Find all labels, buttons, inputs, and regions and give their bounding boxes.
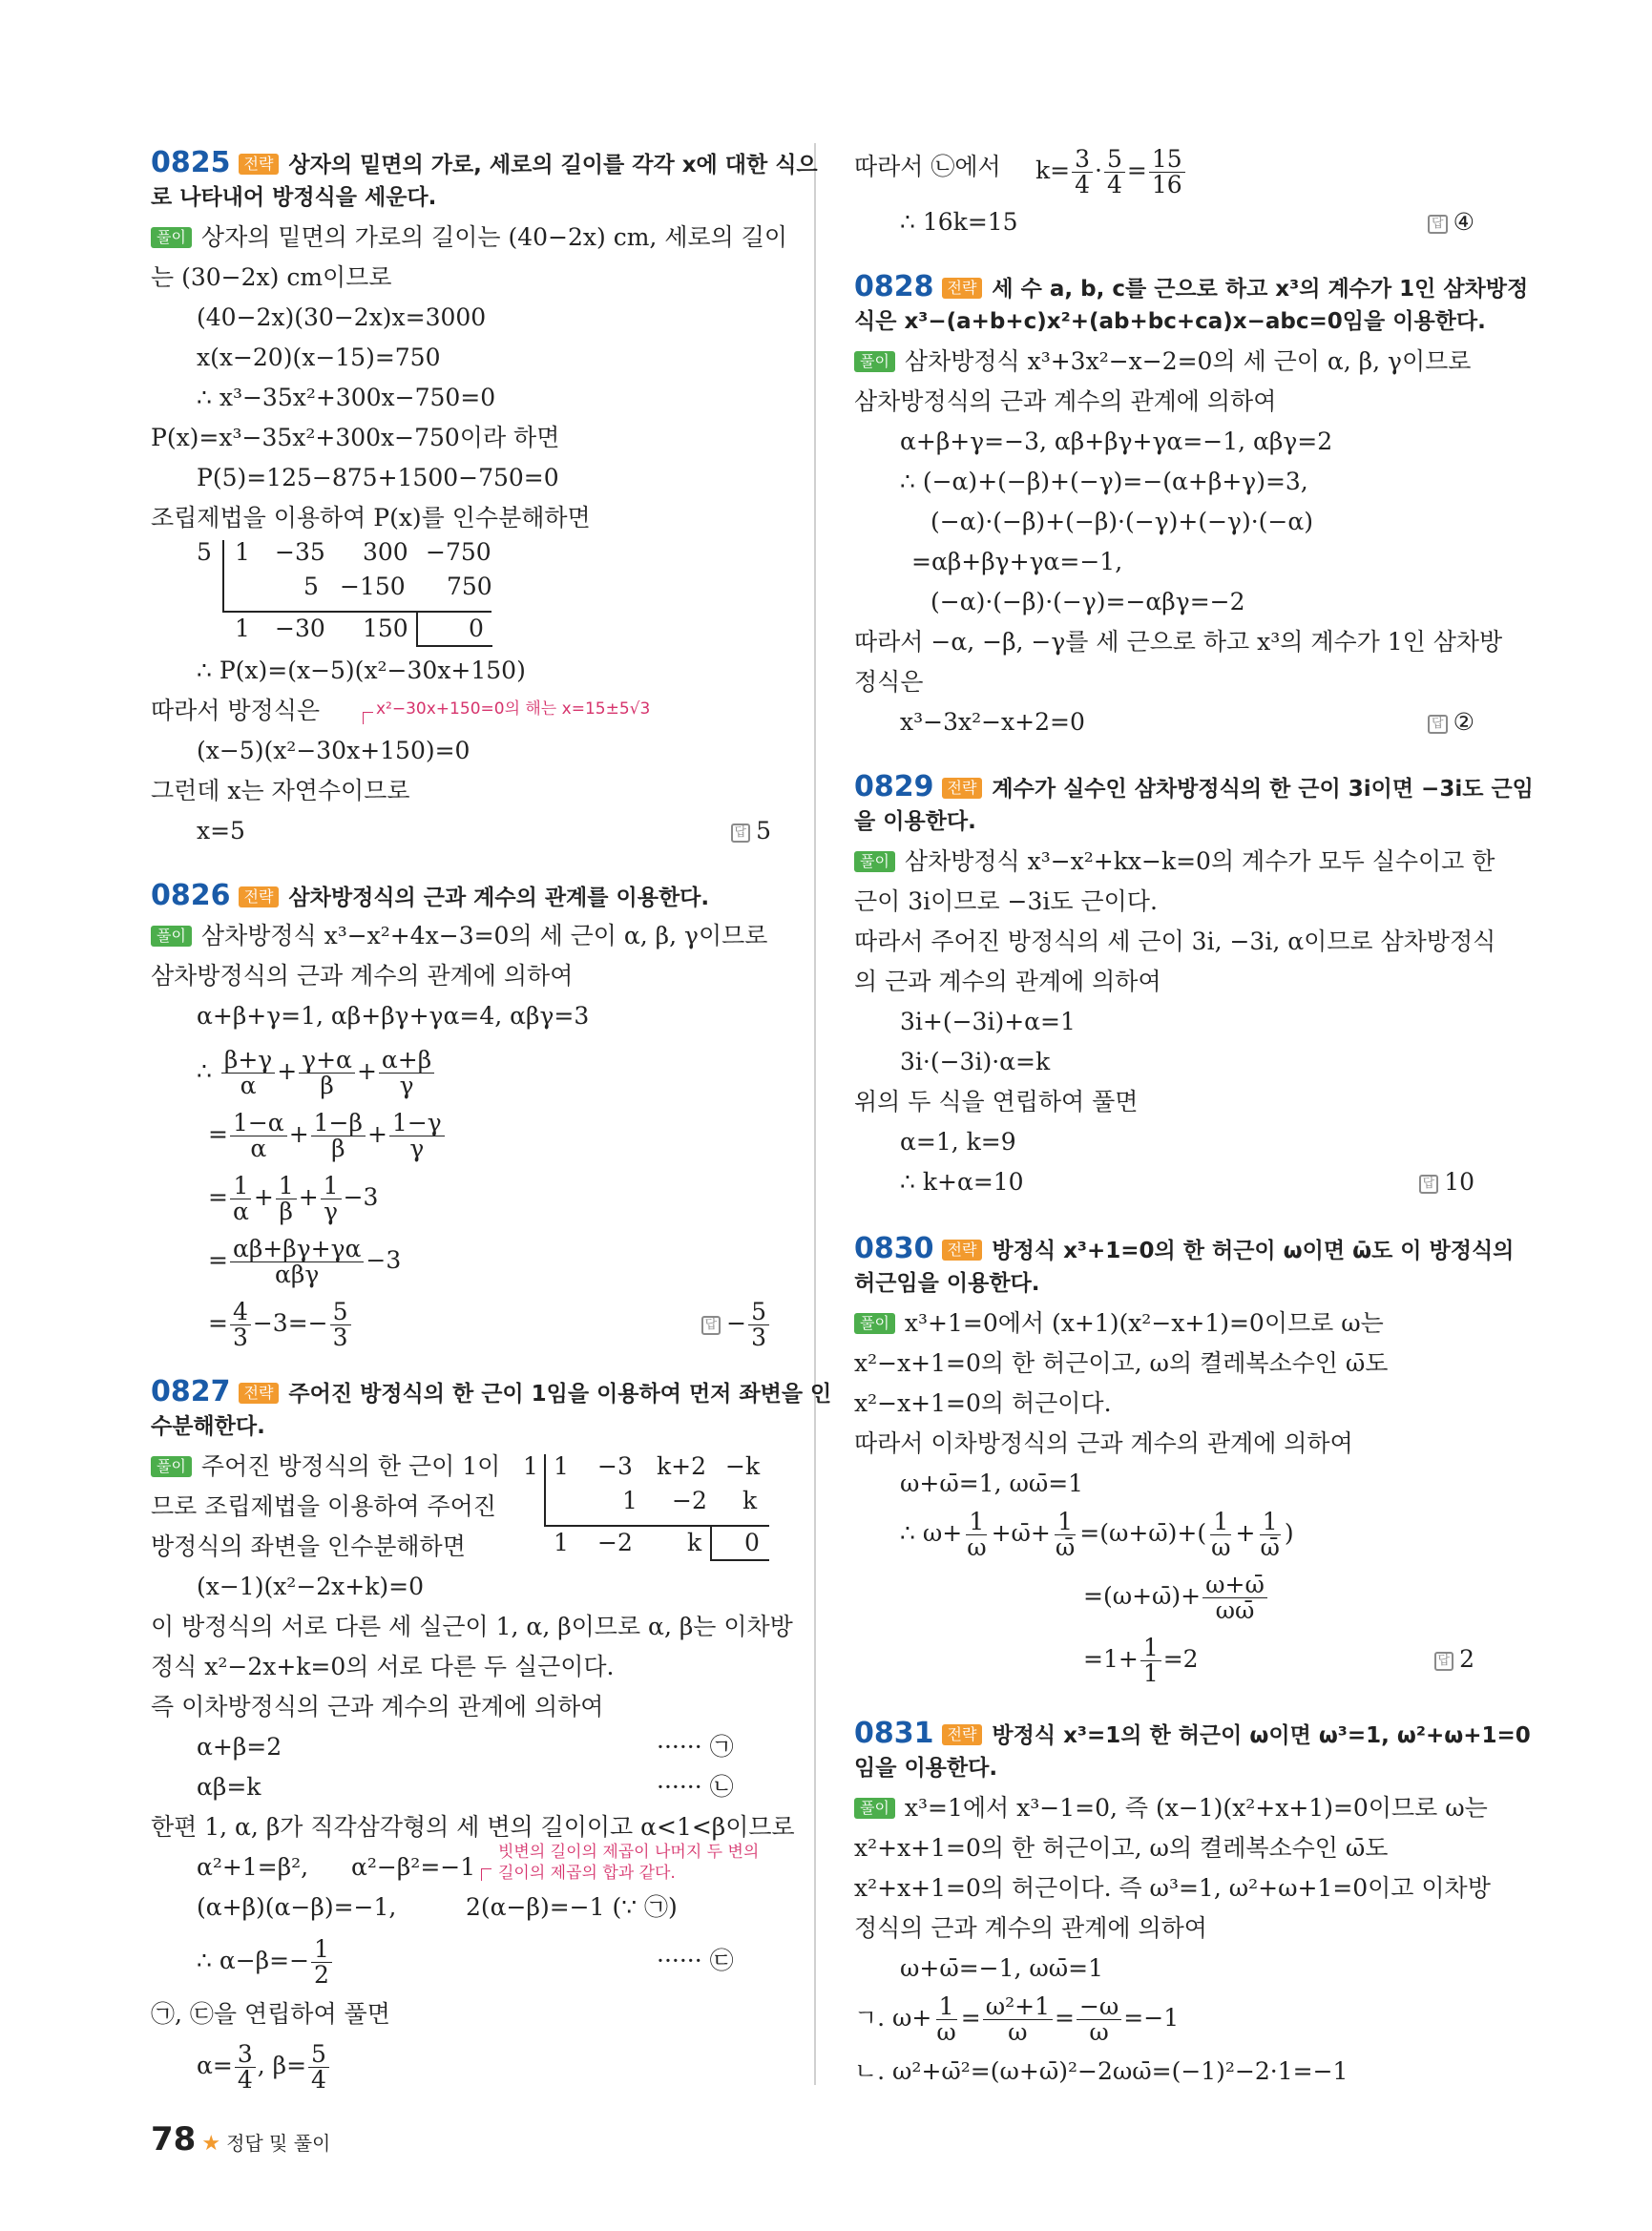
- solution-line: 풀이 삼차방정식 x³+3x²−x−2=0의 세 근이 α, β, γ이므로: [854, 345, 1471, 378]
- equation: α=1, k=9: [900, 1128, 1016, 1156]
- note-bracket: [481, 1868, 491, 1881]
- sd-cell: 1: [235, 615, 250, 642]
- sd-cell: 5: [303, 573, 319, 600]
- fraction: $\frac{1}{\beta}$: [276, 1174, 297, 1224]
- sd-cell: 300: [363, 538, 408, 566]
- fraction: $\frac{1}{\omega}$: [1211, 1508, 1231, 1561]
- sd-hline: [544, 1525, 769, 1527]
- solution-line: 그런데 x는 자연수이므로: [151, 777, 410, 804]
- fraction-line: ∴ α−β=− $\frac{1}{2}$: [197, 1933, 334, 1989]
- sd-remainder-box: [710, 1559, 769, 1561]
- fraction: $\frac{\omega+\omegā}{\omega\omegā}$: [1202, 1573, 1267, 1623]
- solution-line: 한편 1, α, β가 직각삼각형의 세 변의 길이이고 α<1<β이므로: [151, 1813, 795, 1841]
- strategy-text: 허근임을 이용한다.: [854, 1271, 1040, 1296]
- solution-tag: 풀이: [854, 851, 895, 872]
- strategy-text: 상자의 밑면의 가로, 세로의 길이를 각각 x에 대한 식으: [288, 153, 818, 177]
- problem-number: 0826: [151, 879, 231, 912]
- equation: ∴ (−α)+(−β)+(−γ)=−(α+β+γ)=3,: [900, 468, 1308, 495]
- solution-line: 위의 두 식을 연립하여 풀면: [854, 1088, 1139, 1116]
- star-icon: ★: [201, 2132, 221, 2156]
- solution-line: 근이 3i이므로 −3i도 근이다.: [854, 887, 1158, 915]
- sd-cell: 1: [554, 1529, 569, 1556]
- strategy-text: 삼차방정식의 근과 계수의 관계를 이용한다.: [288, 886, 710, 910]
- equation: ∴ k+α=10: [900, 1168, 1024, 1196]
- strategy-text: 로 나타내어 방정식을 세운다.: [151, 185, 437, 210]
- solution-line: 정식 x²−2x+k=0의 서로 다른 두 실근이다.: [151, 1653, 615, 1680]
- answer: 답 10: [1419, 1166, 1474, 1199]
- solution-line: 풀이 삼차방정식 x³−x²+4x−3=0의 세 근이 α, β, γ이므로: [151, 920, 767, 952]
- sd-root: 5: [197, 538, 212, 566]
- fraction: $\frac{1}{1}$: [1140, 1636, 1161, 1686]
- fraction: $\frac{5}{4}$: [1104, 147, 1125, 198]
- strategy-tag: 전략: [942, 278, 983, 299]
- solution-line: 따라서 주어진 방정식의 세 근이 3i, −3i, α이므로 삼차방정식: [854, 928, 1496, 955]
- sd-cell: 150: [363, 615, 408, 642]
- sd-cell: −35: [275, 538, 325, 566]
- equation: (−α)·(−β)·(−γ)=−αβγ=−2: [931, 588, 1245, 615]
- strategy-tag: 전략: [239, 154, 280, 175]
- problem-0827-header: [151, 1376, 831, 1410]
- sd-cell: −30: [275, 615, 325, 642]
- solution-tag: 풀이: [854, 1798, 895, 1819]
- answer: 답 ④: [1428, 206, 1474, 239]
- problem-number: 0829: [854, 770, 934, 803]
- solution-line: ㄴ. ω²+ω̄²=(ω+ω̄)²−2ωω̄=(−1)²−2·1=−1: [854, 2057, 1349, 2085]
- fraction-line: α= $\frac{3}{4}$ , β= $\frac{5}{4}$: [197, 2038, 331, 2094]
- sd-hline: [222, 611, 491, 613]
- fraction: $\frac{-\omega}{\omega}$: [1077, 1994, 1121, 2045]
- equation: α²−β²=−1: [351, 1853, 476, 1881]
- equation: αβ=k: [197, 1773, 261, 1801]
- solution-line: 의 근과 계수의 관계에 의하여: [854, 968, 1161, 995]
- fraction: $\frac{\text{ω²+1}}{\omega}$: [983, 1994, 1053, 2045]
- equation-marker: ······ ㉠: [657, 1733, 734, 1761]
- equation-marker: ······ ㉢: [657, 1947, 734, 1974]
- equation: x(x−20)(x−15)=750: [197, 344, 441, 371]
- solution-line: 방정식의 좌변을 인수분해하면: [151, 1533, 466, 1560]
- answer-icon: 답: [1434, 1652, 1454, 1671]
- solution-line: ㉠, ㉢을 연립하여 풀면: [151, 2000, 390, 2028]
- side-note: 길이의 제곱의 합과 같다.: [498, 1864, 676, 1883]
- solution-tag: 풀이: [854, 1313, 895, 1334]
- sd-cell: k+2: [657, 1452, 707, 1480]
- solution-line: 따라서 ㉡에서: [854, 153, 1001, 180]
- solution-line: 삼차방정식의 근과 계수의 관계에 의하여: [854, 387, 1277, 415]
- fraction-line: = $\frac{1}{\alpha}$ + $\frac{1}{\beta}$ + $\frac{1}{\gamma}$ −3: [208, 1172, 379, 1225]
- solution-line: 정식은: [854, 668, 924, 696]
- answer-icon: 답: [1428, 715, 1448, 734]
- fraction-line: = $\frac{1-\alpha}{\alpha}$ + $\frac{1-\beta}{\beta}$ + $\frac{1-\gamma}{\gamma}$: [208, 1107, 447, 1162]
- fraction: $\frac{1}{\alpha}$: [230, 1174, 252, 1224]
- sd-cell: k: [742, 1487, 758, 1514]
- fraction: $\frac{1}{\gamma}$: [321, 1174, 342, 1224]
- equation: ω+ω̄=−1, ωω̄=1: [900, 1954, 1104, 1982]
- problem-number: 0831: [854, 1717, 934, 1750]
- solution-line: 즉 이차방정식의 근과 계수의 관계에 의하여: [151, 1693, 604, 1720]
- sd-remainder-box: [416, 645, 492, 647]
- strategy-tag: 전략: [942, 1240, 983, 1261]
- solution-line: 풀이 x³=1에서 x³−1=0, 즉 (x−1)(x²+x+1)=0이므로 ω는: [854, 1792, 1488, 1824]
- fraction: $\frac{15}{16}$: [1149, 147, 1185, 198]
- fraction: $\frac{1-\beta}{\beta}$: [311, 1111, 366, 1161]
- strategy-tag: 전략: [239, 1383, 280, 1404]
- fraction-line: ∴ $\frac{\beta+\gamma}{\alpha}$ + $\frac{\gamma+\alpha}{\beta}$ + $\frac{\alpha+\beta}{\gamma}$: [197, 1044, 436, 1099]
- fraction: $\frac{5}{3}$: [330, 1300, 351, 1350]
- sd-cell: 1: [235, 538, 250, 566]
- equation-marker: ······ ㉡: [657, 1773, 734, 1801]
- equation: ∴ 16k=15: [900, 208, 1018, 236]
- fraction: $\frac{1}{\omega}$: [967, 1508, 987, 1561]
- problem-0826-header: [151, 880, 709, 914]
- equation: α+β+γ=1, αβ+βγ+γα=4, αβγ=3: [197, 1002, 590, 1030]
- fraction-line: k= $\frac{3}{4}$ · $\frac{5}{4}$ = $\frac{15}{16}$: [1035, 143, 1187, 198]
- solution-line: P(x)=x³−35x²+300x−750이라 하면: [151, 424, 560, 451]
- equation: α+β+γ=−3, αβ+βγ+γα=−1, αβγ=2: [900, 427, 1333, 455]
- strategy-text: 임을 이용한다.: [854, 1756, 998, 1781]
- side-note: x²−30x+150=0의 해는 x=15±5√3: [376, 699, 651, 719]
- solution-line: 따라서 방정식은: [151, 697, 320, 724]
- side-note: 빗변의 길이의 제곱이 나머지 두 변의: [498, 1843, 760, 1862]
- solution-line: x²+x+1=0의 한 허근이고, ω의 켤레복소수인 ω̄도: [854, 1834, 1389, 1862]
- page-footer: [151, 2120, 330, 2158]
- answer-icon: 답: [701, 1316, 721, 1335]
- sd-cell: 750: [447, 573, 492, 600]
- problem-0825-header: [151, 147, 818, 181]
- equation: α²+1=β²,: [197, 1853, 309, 1881]
- sd-cell: −2: [672, 1487, 707, 1514]
- solution-tag: 풀이: [151, 1456, 192, 1477]
- footer-label: 정답 및 풀이: [226, 2132, 331, 2155]
- equation: (α+β)(α−β)=−1,: [197, 1893, 397, 1921]
- fraction: $\frac{1}{\omega}$: [936, 1992, 956, 2046]
- synthetic-division: [151, 536, 533, 651]
- solution-line: 따라서 이차방정식의 근과 계수의 관계에 의하여: [854, 1429, 1353, 1457]
- solution-tag: 풀이: [151, 926, 192, 947]
- fraction: $\frac{1}{2}$: [311, 1937, 332, 1988]
- equation: x³−3x²−x+2=0: [900, 708, 1085, 736]
- fraction: $\frac{1-\gamma}{\gamma}$: [389, 1111, 445, 1161]
- solution-line: 풀이 상자의 밑면의 가로의 길이는 (40−2x) cm, 세로의 길이: [151, 221, 787, 254]
- strategy-text: 방정식 x³=1의 한 허근이 ω이면 ω³=1, ω²+ω+1=0: [992, 1723, 1531, 1748]
- solution-line: 풀이 삼차방정식 x³−x²+kx−k=0의 계수가 모두 실수이고 한: [854, 845, 1495, 878]
- answer: 답 ②: [1428, 706, 1474, 739]
- sd-cell: k: [687, 1529, 702, 1556]
- answer: 답 2: [1434, 1632, 1474, 1687]
- strategy-text: 계수가 실수인 삼차방정식의 한 근이 3i이면 −3i도 근임: [992, 777, 1534, 802]
- strategy-text: 세 수 a, b, c를 근으로 하고 x³의 계수가 1인 삼차방정: [992, 277, 1529, 302]
- equation: =αβ+βγ+γα=−1,: [911, 548, 1123, 575]
- sd-cell: −3: [597, 1452, 633, 1480]
- fraction: $\frac{\beta+\gamma}{\alpha}$: [221, 1048, 275, 1098]
- fraction: $\frac{\alpha\beta+\beta\gamma+\gamma\alpha}{\text{αβγ}}$: [230, 1237, 364, 1287]
- solution-line: 풀이 주어진 방정식의 한 근이 1이: [151, 1450, 500, 1483]
- solution-tag: 풀이: [151, 227, 192, 248]
- solution-line: 는 (30−2x) cm이므로: [151, 263, 392, 291]
- fraction-line: =1+ $\frac{1}{1}$ =2: [1083, 1634, 1199, 1687]
- answer-icon: 답: [1428, 215, 1448, 234]
- equation: 3i+(−3i)+α=1: [900, 1008, 1076, 1035]
- solution-line: 풀이 x³+1=0에서 (x+1)(x²−x+1)=0이므로 ω는: [854, 1307, 1384, 1340]
- page-number: 78: [151, 2120, 197, 2158]
- equation: (−α)·(−β)+(−β)·(−γ)+(−γ)·(−α): [931, 508, 1314, 535]
- strategy-text: 을 이용한다.: [854, 809, 976, 834]
- equation: P(5)=125−875+1500−750=0: [197, 464, 559, 491]
- problem-0828-header: [854, 271, 1528, 305]
- solution-line: 따라서 −α, −β, −γ를 세 근으로 하고 x³의 계수가 1인 삼차방: [854, 628, 1503, 656]
- sd-cell: −k: [725, 1452, 761, 1480]
- answer: 답 − $\frac{5}{3}$: [701, 1296, 771, 1351]
- solution-tag: 풀이: [854, 351, 895, 372]
- fraction-line: = $\frac{4}{3}$ −3=− $\frac{5}{3}$: [208, 1296, 353, 1351]
- sd-root: 1: [523, 1452, 538, 1480]
- equation: (x−5)(x²−30x+150)=0: [197, 737, 471, 764]
- fraction: $\frac{\alpha+\beta}{\gamma}$: [379, 1048, 434, 1098]
- equation: x=5: [197, 817, 245, 844]
- sd-cell: −2: [597, 1529, 633, 1556]
- solution-line: x²−x+1=0의 한 허근이고, ω의 켤레복소수인 ω̄도: [854, 1349, 1389, 1377]
- equation: ω+ω̄=1, ωω̄=1: [900, 1470, 1084, 1497]
- solution-line: 이 방정식의 서로 다른 세 실근이 1, α, β이므로 α, β는 이차방: [151, 1613, 793, 1640]
- fraction-line: =(ω+ω̄)+ $\frac{\omega+\omegā}{\omega\omegā}$: [1083, 1569, 1269, 1624]
- synthetic-division: [523, 1450, 771, 1565]
- problem-number: 0828: [854, 270, 934, 303]
- problem-0829-header: [854, 771, 1534, 805]
- strategy-text: 수분해한다.: [151, 1414, 265, 1439]
- problem-number: 0825: [151, 146, 231, 179]
- solution-line: 므로 조립제법을 이용하여 주어진: [151, 1492, 496, 1520]
- strategy-tag: 전략: [239, 886, 280, 907]
- problem-number: 0830: [854, 1232, 934, 1265]
- solution-line: x²+x+1=0의 허근이다. 즉 ω³=1, ω²+ω+1=0이고 이차방: [854, 1874, 1491, 1902]
- column-divider: [814, 143, 816, 2085]
- equation: 2(α−β)=−1 (∵ ㉠): [466, 1893, 678, 1921]
- sd-remainder-box: [710, 1525, 712, 1559]
- strategy-text: 식은 x³−(a+b+c)x²+(ab+bc+ca)x−abc=0임을 이용한다.: [854, 309, 1486, 334]
- fraction-line: ∴ ω+ $\frac{1}{\omega}$ +ω̄+ $\frac{1}{\omegā}$ =(ω+ω̄)+( $\frac{1}{\omega}$ + $\frac{1}{\omegā}$ ): [900, 1508, 1294, 1561]
- sd-cell: 1: [622, 1487, 638, 1514]
- solution-line: 삼차방정식의 근과 계수의 관계에 의하여: [151, 962, 574, 990]
- sd-cell: −750: [426, 538, 491, 566]
- answer-icon: 답: [731, 824, 751, 843]
- equation: α+β=2: [197, 1733, 282, 1761]
- sd-vline: [544, 1454, 546, 1525]
- strategy-text: 방정식 x³+1=0의 한 허근이 ω이면 ω̄도 이 방정식의: [992, 1239, 1515, 1263]
- strategy-tag: 전략: [942, 778, 983, 799]
- problem-0830-header: [854, 1233, 1514, 1267]
- fraction: $\frac{1}{\omegā}$: [1260, 1508, 1280, 1561]
- equation: ∴ x³−35x²+300x−750=0: [197, 384, 496, 411]
- strategy-text: 주어진 방정식의 한 근이 1임을 이용하여 먼저 좌변을 인: [288, 1382, 832, 1407]
- fraction: $\frac{3}{4}$: [1072, 147, 1093, 198]
- answer: 답 5: [731, 815, 771, 847]
- sd-cell: 1: [554, 1452, 569, 1480]
- fraction: $\frac{1}{\omegā}$: [1055, 1508, 1076, 1561]
- sd-remainder: 0: [744, 1529, 760, 1556]
- fraction: $\frac{\gamma+\alpha}{\beta}$: [299, 1048, 355, 1098]
- fraction: $\frac{3}{4}$: [235, 2042, 256, 2093]
- sd-remainder-box: [416, 611, 418, 645]
- fraction: $\frac{4}{3}$: [230, 1300, 251, 1350]
- fraction-line: ㄱ. ω+ $\frac{1}{\omega}$ = $\frac{\text{ω²+1}}{\omega}$ = $\frac{-\omega}{\omega}$ =−1: [854, 1992, 1180, 2046]
- problem-number: 0827: [151, 1375, 231, 1408]
- sd-remainder: 0: [469, 615, 484, 642]
- strategy-tag: 전략: [942, 1724, 983, 1745]
- fraction: $\frac{5}{3}$: [748, 1300, 769, 1350]
- problem-0831-header: [854, 1718, 1531, 1752]
- solution-line: 정식의 근과 계수의 관계에 의하여: [854, 1914, 1207, 1942]
- equation: ∴ P(x)=(x−5)(x²−30x+150): [197, 657, 526, 684]
- fraction: $\frac{1-\alpha}{\alpha}$: [230, 1111, 287, 1161]
- equation: (40−2x)(30−2x)x=3000: [197, 303, 487, 331]
- equation: 3i·(−3i)·α=k: [900, 1048, 1051, 1075]
- sd-cell: −150: [340, 573, 406, 600]
- note-bracket: [363, 712, 373, 724]
- equation: (x−1)(x²−2x+k)=0: [197, 1573, 424, 1600]
- answer-icon: 답: [1419, 1175, 1439, 1194]
- sd-vline: [222, 540, 224, 611]
- fraction: $\frac{5}{4}$: [308, 2042, 329, 2093]
- fraction-line: = $\frac{\alpha\beta+\beta\gamma+\gamma\alpha}{\text{αβγ}}$ −3: [208, 1235, 402, 1288]
- solution-line: 조립제법을 이용하여 P(x)를 인수분해하면: [151, 504, 591, 532]
- solution-line: x²−x+1=0의 허근이다.: [854, 1389, 1112, 1417]
